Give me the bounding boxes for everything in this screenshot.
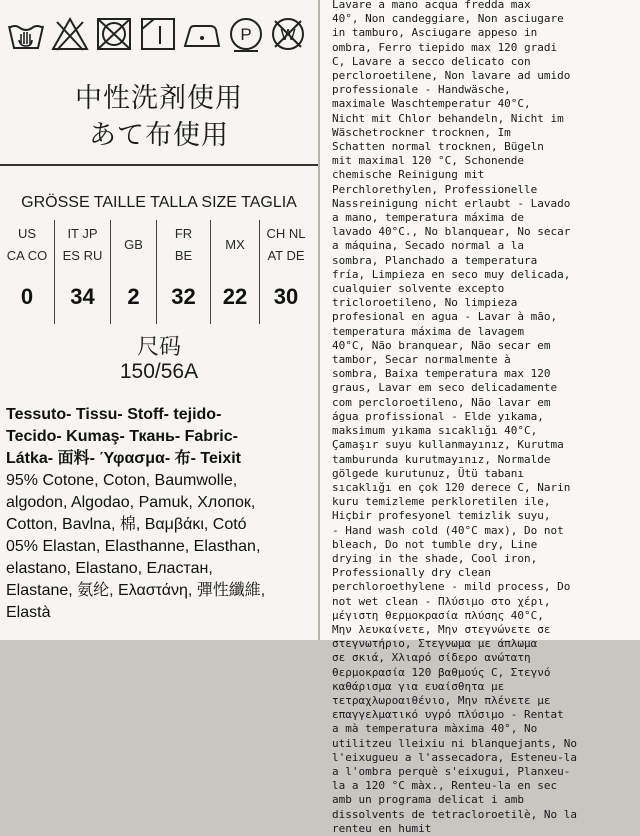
fabric-line: Elastà xyxy=(6,604,51,621)
care-text-line: Nassreinigung nicht erlaubt - Lavado xyxy=(332,196,571,210)
no-bleach-icon xyxy=(50,14,90,54)
fabric-line: algodon, Algodao, Pamuk, Хлопок, xyxy=(6,494,256,511)
care-text-line: bleach, Do not tumble dry, Line xyxy=(332,537,538,551)
pressing-cloth-text: あて布使用 xyxy=(89,120,229,151)
care-instructions-text xyxy=(332,0,636,836)
care-text-line: θερμοκρασία 120 βαθμούς C, Στεγνό xyxy=(332,665,551,679)
size-title: GRÖSSE TAILLE TALLA SIZE TAGLIA xyxy=(21,194,297,211)
care-text-line: sombra, Baixa temperatura max 120 xyxy=(332,367,551,381)
dry-flat-in-shade-icon xyxy=(138,14,178,54)
care-text-line: Professionally dry clean xyxy=(332,566,491,580)
fabric-line: 05% Elastan, Elasthanne, Elasthan, xyxy=(6,538,261,555)
care-text-line: 40°C, Não branquear, Não secar em xyxy=(332,338,551,352)
iron-low-icon xyxy=(182,14,222,54)
care-text-line: profesional en agua - Lavar à mão, xyxy=(332,310,558,324)
care-text-line: temperatura máxima de lavagem xyxy=(332,324,525,338)
care-symbols-row xyxy=(6,14,306,64)
care-text-line: Μην λευκαίνετε, Μην στεγνώνετε σε xyxy=(332,622,551,636)
care-text-line: μέγιστη θερμοκρασία πλύσης 40°C, xyxy=(332,608,544,622)
size-col-head-1: CH NL xyxy=(266,226,306,241)
care-text-line: a máquina, Secado normal a la xyxy=(332,239,525,253)
care-text-line: a mà temperatura màxima 40°, No xyxy=(332,722,538,736)
care-text-line: drying in the shade, Cool iron, xyxy=(332,551,538,565)
size-value: 0 xyxy=(20,284,34,309)
size-col-head-1: US xyxy=(17,226,37,241)
chima-size: 150/56A xyxy=(119,360,199,383)
care-text-line: - Hand wash cold (40°C max), Do not xyxy=(332,523,564,537)
care-text-line: la a 120 °C màx., Renteu-la en sec xyxy=(332,779,558,793)
svg-text:P: P xyxy=(240,25,252,44)
care-text-line: στεγνωτήριο, Στεγνωμα με άπλωμα xyxy=(332,637,538,651)
care-text-line: tambor, Secar normalmente à xyxy=(332,353,511,367)
care-instructions-label xyxy=(320,0,640,835)
neutral-detergent-text: 中性洗剤使用 xyxy=(75,83,243,114)
care-text-line: ombra, Ferro tiepido max 120 gradi xyxy=(332,40,558,54)
care-text-line: τετραχλωροαιθένιο, Μην πλένετε με xyxy=(332,693,551,707)
fabric-line: Látka- 面料- Ύφασμα- 布- Teixit xyxy=(6,450,241,467)
care-text-line: tamburunda kurutmayınız, Normalde xyxy=(332,452,551,466)
care-text-line: utilitzeu lleixiu ni blanquejants, No xyxy=(332,736,578,750)
care-text-line: chemische Reinigung mit xyxy=(332,168,485,182)
size-col-fr xyxy=(157,220,210,324)
care-text-line: cualquier solvente excepto xyxy=(332,282,505,296)
hand-wash-icon xyxy=(6,14,46,54)
care-text-line: καθάρισμα για ευαίσθητα με xyxy=(332,679,505,693)
care-text-line: percloroetilene, Non lavare ad umido xyxy=(332,69,571,83)
care-text-line: água profissional - Elde yıkama, xyxy=(332,409,544,423)
size-col-head-1: MX xyxy=(225,237,245,252)
fabric-line: Cotton, Bavlna, 棉, Βαμβάκι, Cotó xyxy=(6,516,247,533)
care-text-line: professionale - Handwäsche, xyxy=(332,83,511,97)
care-text-line: a mano, temperatura máxima de xyxy=(332,211,525,225)
size-col-head-1: IT JP xyxy=(67,226,98,241)
care-text-line: not wet clean - Πλύσιμο στο χέρι, xyxy=(332,594,551,608)
care-text-line: maksimum yıkama sıcaklığı 40°C, xyxy=(332,424,538,438)
fabric-composition xyxy=(6,404,312,624)
care-text-line: lavado 40°C., No blanquear, No secar xyxy=(332,225,571,239)
care-text-line: amb un programa delicat i amb xyxy=(332,793,525,807)
care-text-line: sombra, Planchado a temperatura xyxy=(332,253,538,267)
size-value: 22 xyxy=(222,284,248,309)
care-text-line: Perchlorethylen, Professionelle xyxy=(332,182,538,196)
size-value: 2 xyxy=(127,284,140,309)
care-text-line: Nicht mit Chlor behandeln, Nicht im xyxy=(332,111,564,125)
care-text-line: mit maximal 120 °C, Schonende xyxy=(332,154,525,168)
care-text-line: Hiçbir profesyonel temizlik suyu, xyxy=(332,509,551,523)
care-text-line: graus, Lavar em seco delicadamente xyxy=(332,381,558,395)
size-col-head-2: ES RU xyxy=(62,248,103,263)
care-text-line: Schatten normal trocknen, Bügeln xyxy=(332,140,544,154)
no-tumble-dry-icon xyxy=(94,14,134,54)
care-text-line: Wäschetrockner trocknen, Im xyxy=(332,125,511,139)
chima-label: 尺码 xyxy=(136,335,181,360)
fabric-line: elastano, Elastano, Еластан, xyxy=(6,560,213,577)
size-col-ch xyxy=(260,220,312,324)
size-col-head-2: BE xyxy=(174,248,193,263)
size-col-us xyxy=(0,220,54,324)
care-text-line: com percloroetileno, Não lavar em xyxy=(332,395,551,409)
size-col-head-2: AT DE xyxy=(267,248,305,263)
care-text-line: tricloroetileno, No limpieza xyxy=(332,296,518,310)
care-text-line: l'eixugueu a l'assecadora, Esteneu-la xyxy=(332,750,578,764)
care-text-line: σε σκιά, Χλιαρό σίδερο ανώτατη xyxy=(332,651,531,665)
size-label xyxy=(0,0,318,640)
size-col-it xyxy=(55,220,110,324)
care-text-line: 40°, Non candeggiare, Non asciugare xyxy=(332,12,564,26)
size-col-mx xyxy=(211,220,259,324)
size-value: 34 xyxy=(70,284,95,309)
size-value: 32 xyxy=(171,284,196,309)
size-table xyxy=(0,220,318,324)
dry-clean-p-icon xyxy=(226,14,266,54)
care-text-line: επαγγελματικό υγρό πλύσιμο - Rentat xyxy=(332,708,564,722)
care-text-line: gölgede kurutunuz, Ütü tabanı xyxy=(332,466,525,480)
care-text-line: in tamburo, Asciugare appeso in xyxy=(332,26,538,40)
fabric-line: 95% Cotone, Coton, Baumwolle, xyxy=(6,472,238,489)
care-text-line: a l'ombra perquè s'eixugui, Planxeu- xyxy=(332,764,571,778)
no-wet-clean-icon xyxy=(268,14,308,54)
care-text-line: kuru temizleme perkloretilen ile, xyxy=(332,495,551,509)
care-text-line: renteu en humit xyxy=(332,821,432,835)
care-text-line: Lavare a mano acqua fredda max xyxy=(332,0,531,11)
care-text-line: C, Lavare a secco delicato con xyxy=(332,54,531,68)
size-value: 30 xyxy=(273,284,299,309)
divider-top xyxy=(0,164,318,166)
care-text-line: fría, Limpieza en seco muy delicada, xyxy=(332,267,571,281)
care-text-line: perchloroethylene - mild process, Do xyxy=(332,580,571,594)
fabric-line: Tecido- Kumaş- Ткань- Fabric- xyxy=(6,428,238,445)
fabric-line: Tessuto- Tissu- Stoff- tejido- xyxy=(6,406,222,423)
size-col-head-2: CA CO xyxy=(6,248,48,263)
care-text-line: sıcaklığı en çok 120 derece C, Narin xyxy=(332,480,571,494)
care-text-line: Çamaşır suyu kullanmayınız, Kurutma xyxy=(332,438,564,452)
size-col-head-1: FR xyxy=(174,226,193,241)
size-col-head-1: GB xyxy=(124,237,143,252)
care-text-line: dissolvents de tetracloroetilè, No la xyxy=(332,807,578,821)
svg-text:W: W xyxy=(280,27,296,44)
fabric-line: Elastane, 氨纶, Ελαστάνη, 彈性纖維, xyxy=(6,582,266,599)
care-text-line: maximale Waschtemperatur 40°C, xyxy=(332,97,531,111)
size-col-gb xyxy=(111,220,156,324)
